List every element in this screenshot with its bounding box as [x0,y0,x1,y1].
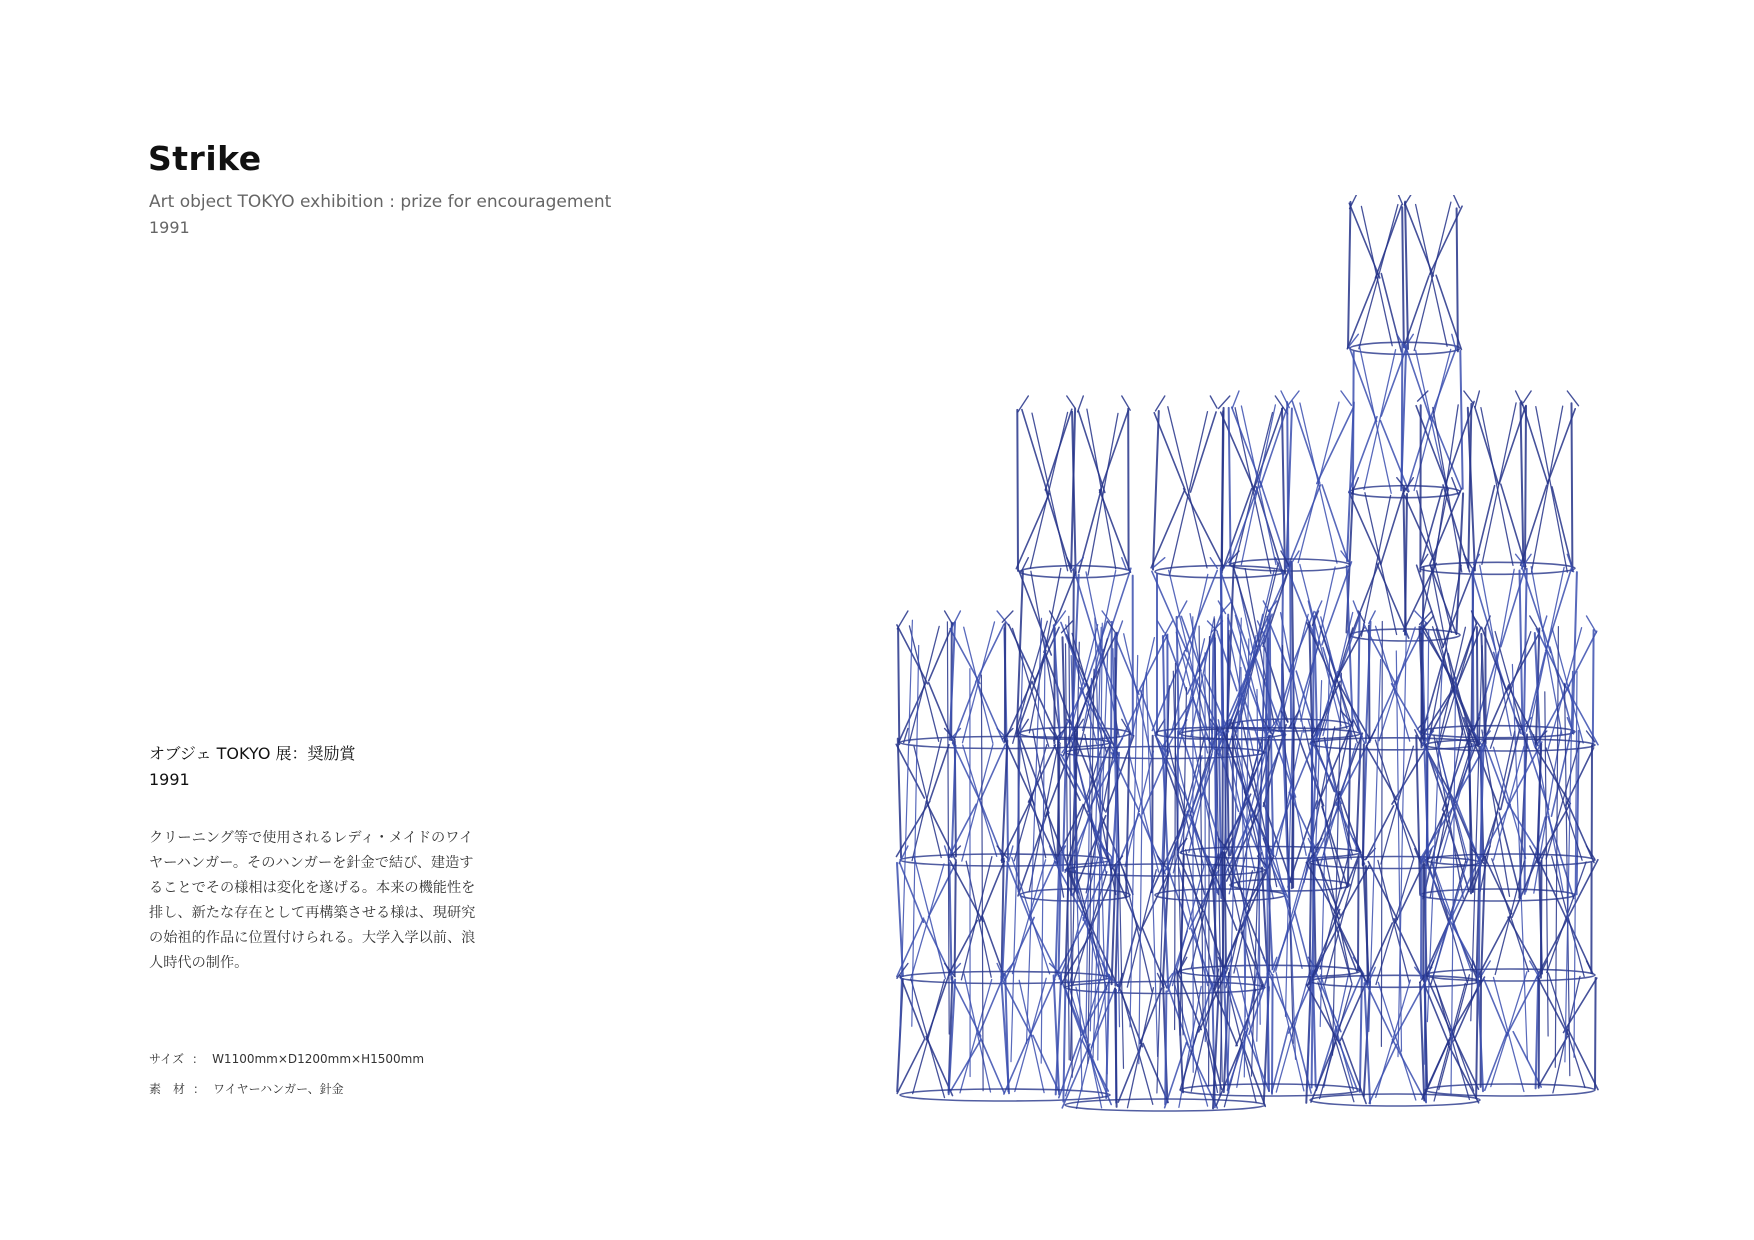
spec-material-value: ワイヤーハンガー、針金 [213,1082,344,1096]
spec-separator: ： [193,1082,206,1096]
description-line: ることでその様相は変化を遂げる。本来の機能性を [149,880,476,896]
description-line: の始祖的作品に位置付けられる。大学入学以前、浪 [149,930,476,946]
description-line: 人時代の制作。 [149,955,249,971]
description-line: クリーニング等で使用されるレディ・メイドのワイ [149,830,474,846]
year-japanese: 1991 [149,770,190,789]
wire-hanger-sculpture-image [880,195,1615,1115]
exhibition-heading-japanese: オブジェ TOKYO 展：奨励賞 [149,744,356,763]
artwork-photo [880,195,1615,1115]
spec-material-label: 素 材 [149,1082,186,1096]
description-paragraph [149,826,509,976]
spec-material [149,1083,344,1095]
spec-size-label: サイズ [149,1052,185,1066]
description-line: 排し、新たな存在として再構築させる様は、現研究 [149,905,476,921]
description-line: ヤーハンガー。そのハンガーを針金で結び、建造す [149,855,474,871]
exhibition-subtitle: Art object TOKYO exhibition : prize for encouragement [149,192,612,212]
spec-size [149,1053,424,1065]
work-title: Strike [148,139,262,178]
spec-separator: ： [192,1052,205,1066]
year-english: 1991 [149,218,190,237]
spec-size-value: W1100mm×D1200mm×H1500mm [212,1052,425,1066]
